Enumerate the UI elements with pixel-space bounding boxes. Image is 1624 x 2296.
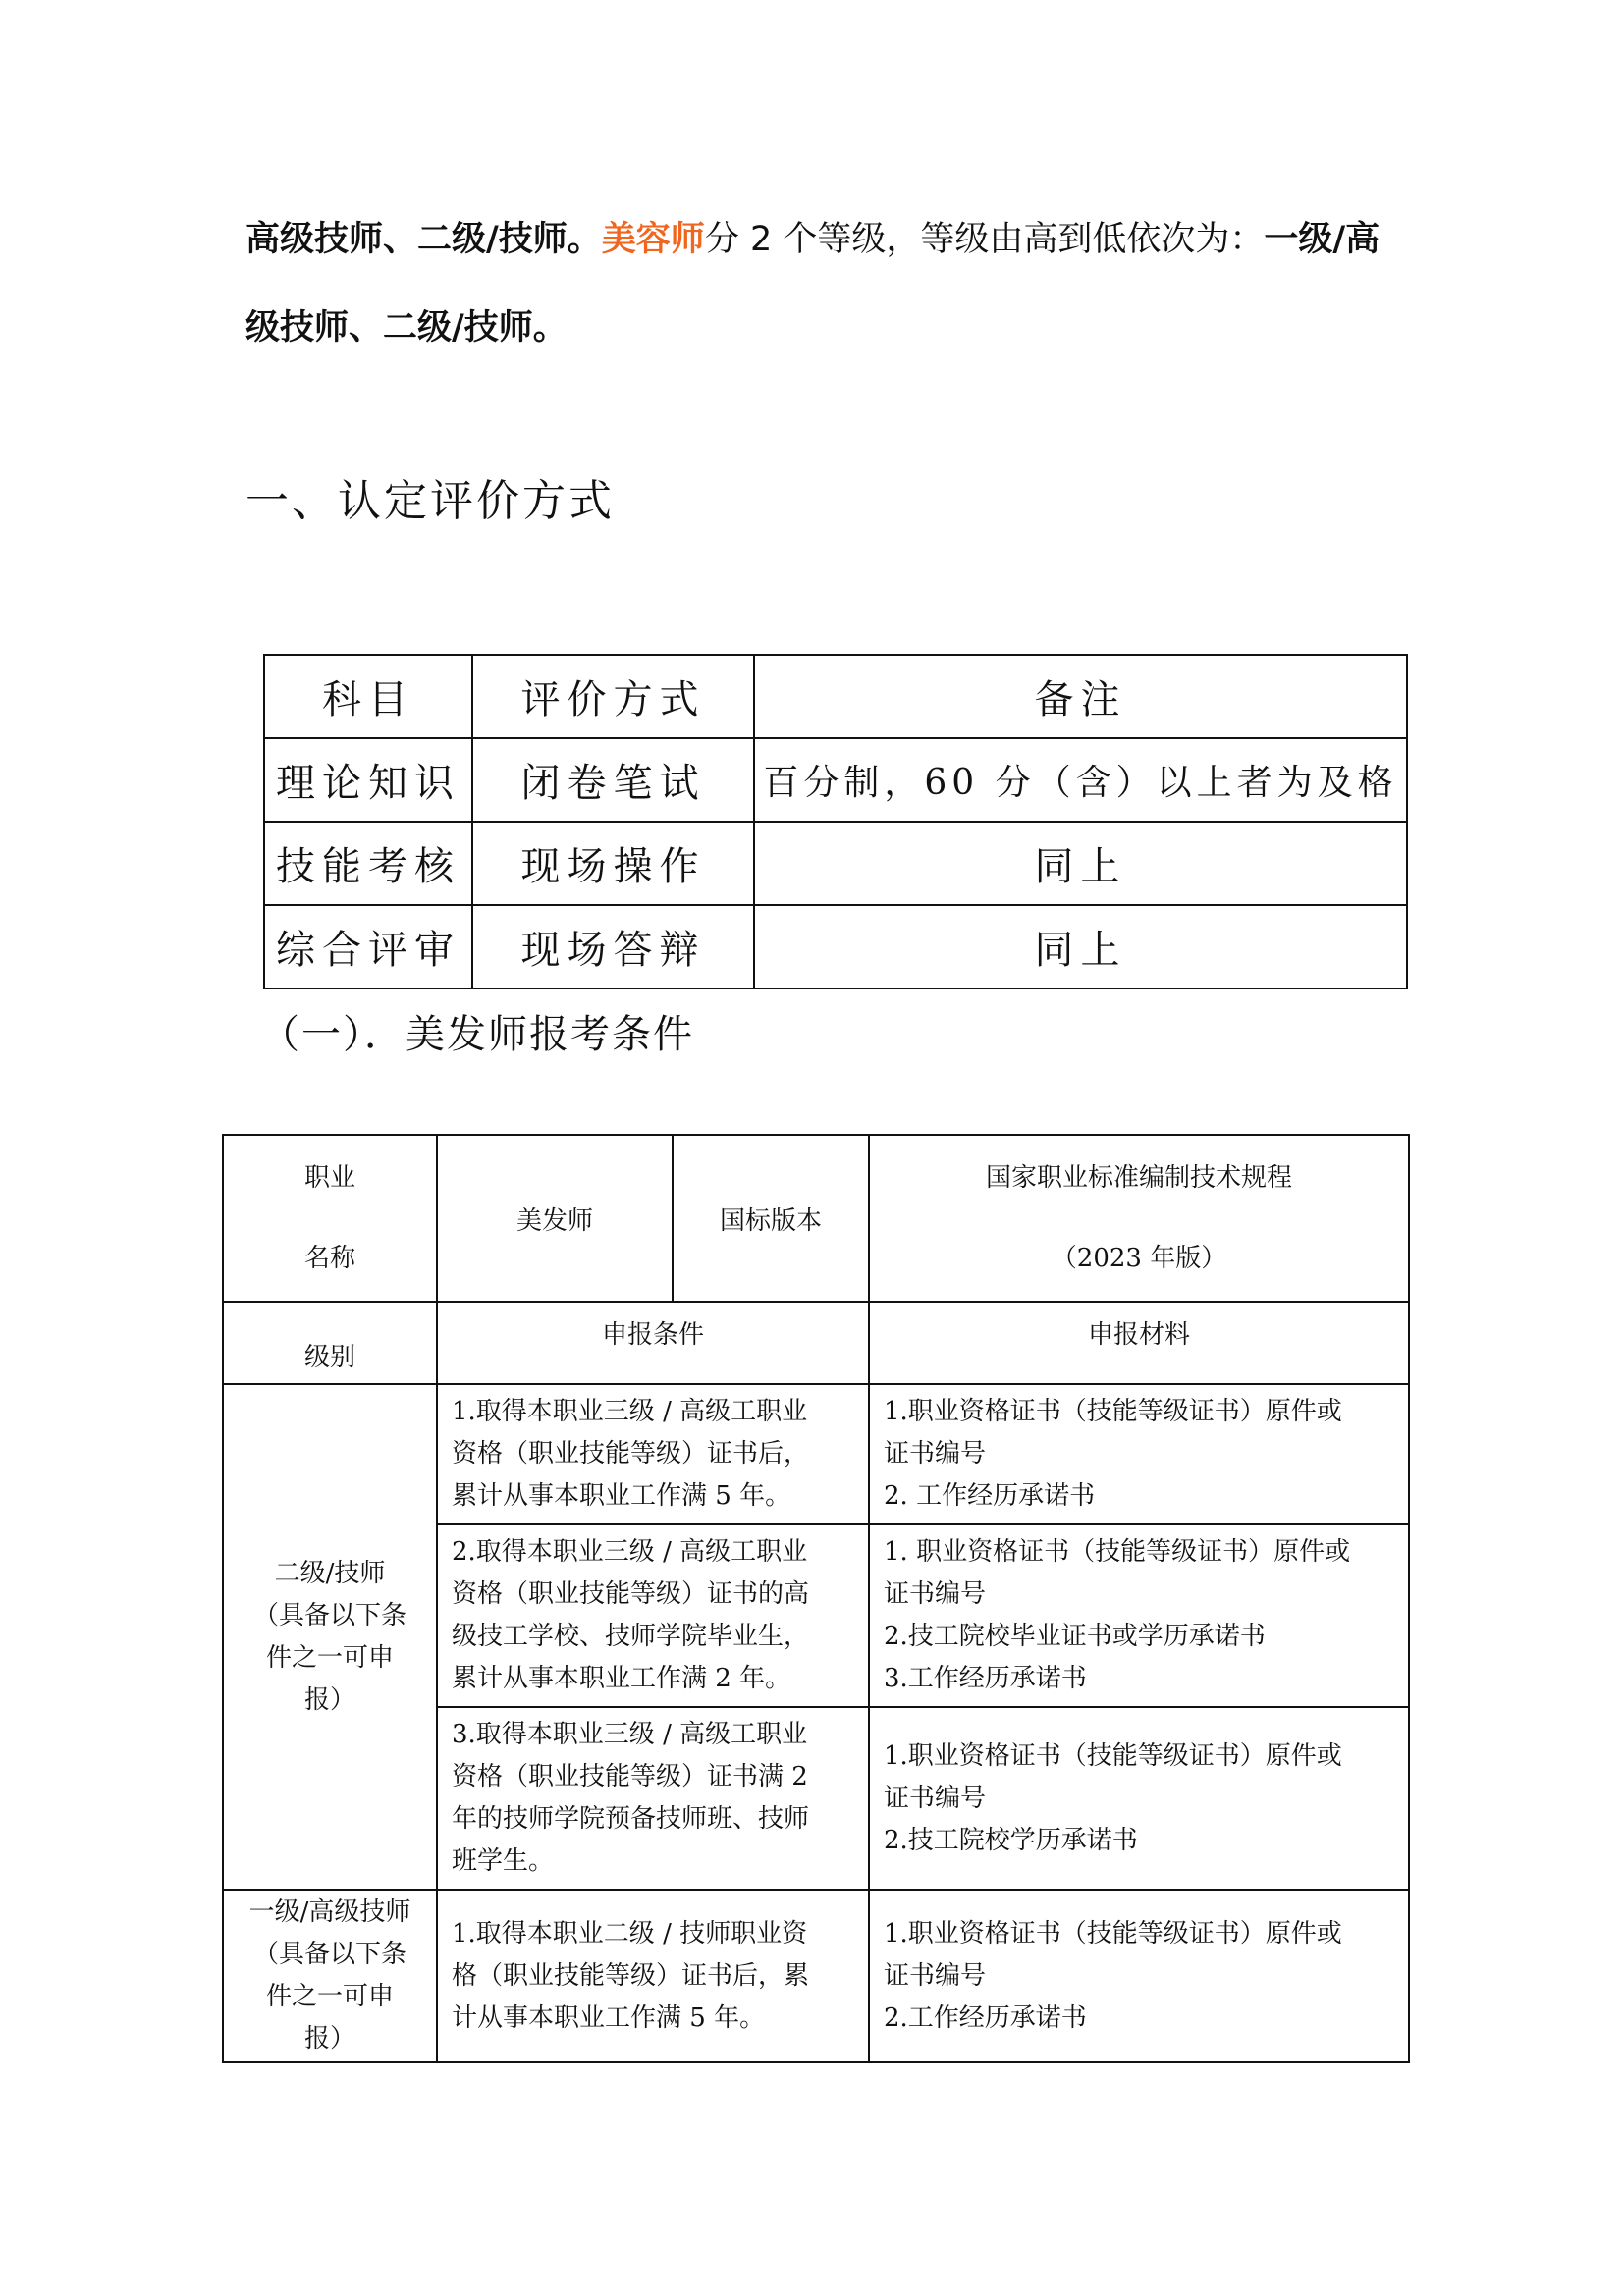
condition-line: 累计从事本职业工作满 5 年。 bbox=[452, 1481, 791, 1511]
table-row bbox=[264, 738, 1407, 822]
level-1-line: （具备以下条 bbox=[252, 1940, 406, 1969]
section-1-title: 一、认定评价方式 bbox=[245, 476, 615, 526]
level-2-cell bbox=[223, 1384, 437, 1890]
occupation-name-cell: 美发师 bbox=[437, 1135, 673, 1302]
material-line: 证书编号 bbox=[884, 1439, 987, 1468]
header-subject: 科目 bbox=[264, 655, 472, 738]
table-row bbox=[223, 1135, 1409, 1302]
material-line: 证书编号 bbox=[884, 1579, 987, 1609]
intro-line-1 bbox=[245, 196, 1380, 283]
evaluation-table bbox=[263, 654, 1408, 989]
intro-text-a: 高级技师、二级/技师。 bbox=[245, 220, 602, 259]
table-row bbox=[223, 1384, 1409, 1524]
intro-line-2: 级技师、二级/技师。 bbox=[245, 308, 568, 347]
level-2-line: 报） bbox=[303, 1684, 355, 1715]
standard-line-2: （2023 年版） bbox=[1051, 1244, 1227, 1273]
occupation-label-2: 名称 bbox=[303, 1244, 355, 1273]
note-cell: 同上 bbox=[754, 822, 1407, 905]
condition-cell bbox=[437, 1707, 869, 1890]
table-row bbox=[264, 905, 1407, 988]
material-line: 1.职业资格证书（技能等级证书）原件或 bbox=[884, 1397, 1342, 1426]
condition-line: 2.取得本职业三级 / 高级工职业 bbox=[452, 1537, 808, 1567]
material-cell bbox=[869, 1384, 1409, 1524]
level-2-line: 件之一可申 bbox=[265, 1642, 394, 1673]
table-header-row bbox=[264, 655, 1407, 738]
subject-cell: 理论知识 bbox=[264, 738, 472, 822]
standard-cell bbox=[869, 1135, 1409, 1302]
method-cell: 现场答辩 bbox=[472, 905, 754, 988]
condition-line: 资格（职业技能等级）证书的高 bbox=[452, 1579, 810, 1609]
subject-cell: 技能考核 bbox=[264, 822, 472, 905]
note-cell: 百分制，60 分（含）以上者为及格 bbox=[754, 738, 1407, 822]
section-2-title: （一）．美发师报考条件 bbox=[260, 1012, 694, 1057]
material-cell bbox=[869, 1707, 1409, 1890]
condition-line: 3.取得本职业三级 / 高级工职业 bbox=[452, 1720, 808, 1749]
condition-line: 资格（职业技能等级）证书后， bbox=[452, 1439, 810, 1468]
material-line: 2.工作经历承诺书 bbox=[884, 2002, 1087, 2033]
material-line: 1.职业资格证书（技能等级证书）原件或 bbox=[884, 1740, 1342, 1771]
intro-text-d: 一级/高 bbox=[1264, 220, 1380, 259]
intro-highlight: 美容师 bbox=[601, 220, 705, 259]
occupation-label-cell bbox=[223, 1135, 437, 1302]
material-line: 2.技工院校毕业证书或学历承诺书 bbox=[884, 1622, 1266, 1651]
material-line: 1.职业资格证书（技能等级证书）原件或 bbox=[884, 1918, 1342, 1949]
condition-line: 1.取得本职业二级 / 技师职业资 bbox=[452, 1918, 808, 1949]
condition-line: 班学生。 bbox=[452, 1846, 555, 1876]
level-2-line: （具备以下条 bbox=[252, 1600, 406, 1630]
standard-line-1: 国家职业标准编制技术规程 bbox=[985, 1163, 1292, 1193]
method-cell: 闭卷笔试 bbox=[472, 738, 754, 822]
level-1-cell bbox=[223, 1890, 437, 2062]
condition-cell bbox=[437, 1524, 869, 1707]
level-2-line: 二级/技师 bbox=[274, 1558, 386, 1588]
condition-line: 1.取得本职业三级 / 高级工职业 bbox=[452, 1397, 808, 1426]
material-line: 证书编号 bbox=[884, 1960, 987, 1991]
material-line: 1. 职业资格证书（技能等级证书）原件或 bbox=[884, 1537, 1351, 1567]
table-row bbox=[223, 1890, 1409, 2062]
level-label-cell: 级别 bbox=[223, 1302, 437, 1384]
level-1-line: 报） bbox=[303, 2024, 355, 2054]
material-line: 证书编号 bbox=[884, 1783, 987, 1813]
method-cell: 现场操作 bbox=[472, 822, 754, 905]
version-cell: 国标版本 bbox=[673, 1135, 869, 1302]
condition-line: 格（职业技能等级）证书后，累 bbox=[452, 1960, 810, 1991]
condition-line: 计从事本职业工作满 5 年。 bbox=[452, 2002, 766, 2033]
condition-line: 年的技师学院预备技师班、技师 bbox=[452, 1804, 810, 1834]
table-row bbox=[223, 1302, 1409, 1384]
header-note: 备注 bbox=[754, 655, 1407, 738]
material-line: 2. 工作经历承诺书 bbox=[884, 1481, 1096, 1511]
level-1-line: 一级/高级技师 bbox=[248, 1897, 411, 1927]
condition-cell bbox=[437, 1384, 869, 1524]
level-1-line: 件之一可申 bbox=[265, 1982, 394, 2011]
material-cell bbox=[869, 1524, 1409, 1707]
occupation-label-1: 职业 bbox=[303, 1163, 355, 1193]
subject-cell: 综合评审 bbox=[264, 905, 472, 988]
material-line: 3.工作经历承诺书 bbox=[884, 1664, 1087, 1693]
material-line: 2.技工院校学历承诺书 bbox=[884, 1825, 1138, 1855]
condition-line: 级技工学校、技师学院毕业生， bbox=[452, 1622, 810, 1651]
conditions-table bbox=[222, 1134, 1410, 2063]
note-cell: 同上 bbox=[754, 905, 1407, 988]
intro-text-c: 分 2 个等级，等级由高到低依次为： bbox=[704, 220, 1265, 259]
conditions-header-cell: 申报条件 bbox=[437, 1302, 869, 1384]
condition-cell bbox=[437, 1890, 869, 2062]
condition-line: 资格（职业技能等级）证书满 2 bbox=[452, 1762, 808, 1791]
table-row bbox=[264, 822, 1407, 905]
header-method: 评价方式 bbox=[472, 655, 754, 738]
material-cell bbox=[869, 1890, 1409, 2062]
materials-header-cell: 申报材料 bbox=[869, 1302, 1409, 1384]
condition-line: 累计从事本职业工作满 2 年。 bbox=[452, 1664, 791, 1693]
